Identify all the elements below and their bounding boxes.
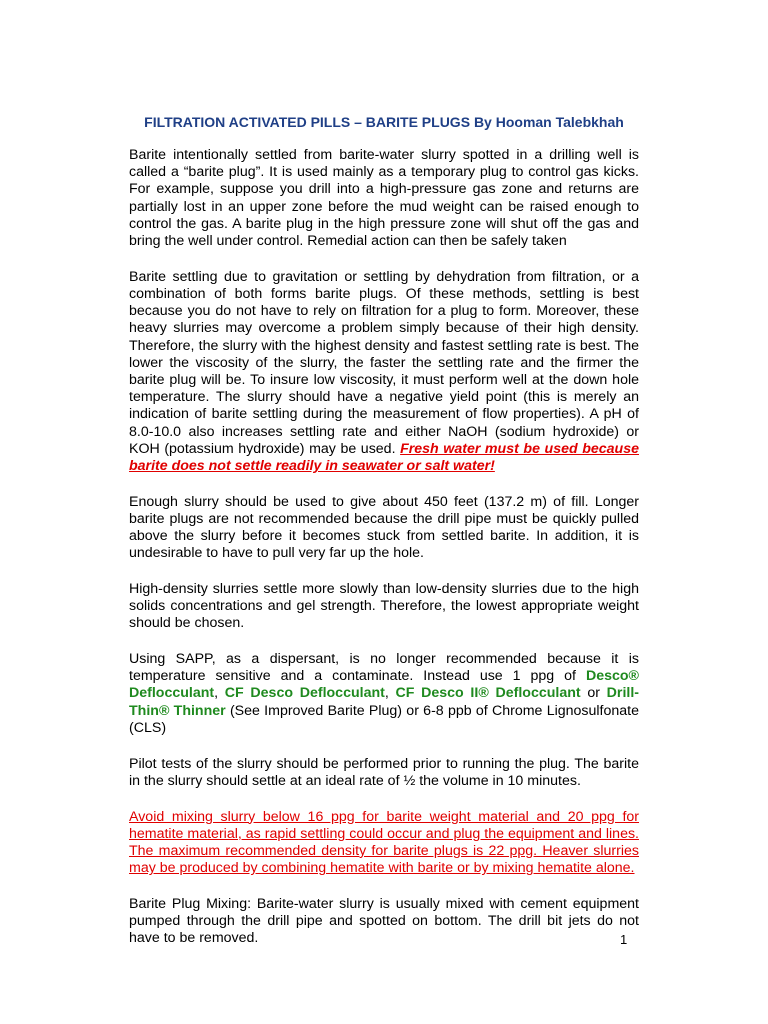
paragraph-pilot-tests: Pilot tests of the slurry should be performed prior to running the plug. The barite in the slurry should settle at an ideal rate of ½ the volume in 10 minutes. bbox=[129, 755, 639, 789]
paragraph-density-warning: Avoid mixing slurry below 16 ppg for barite weight material and 20 ppg for hematite material, as rapid settling could occur and plug the equipment and lines. The maximum recommended density for barite plugs is 22 ppg. Heaver slurries may be produced by combining hematite with barite or by mixing hematite alone. bbox=[129, 808, 639, 877]
product-cf-desco: CF Desco Deflocculant bbox=[224, 685, 385, 702]
fresh-water-warning-b: barite does not settle readily in seawater or salt water! bbox=[129, 457, 495, 474]
dispersant-or: or bbox=[580, 685, 607, 702]
document-title bbox=[129, 114, 639, 130]
paragraph-barite-plug-mixing: Barite Plug Mixing: Barite-water slurry is usually mixed with cement equipment pumped through the drill pipe and spotted on bottom. The drill bit jets do not have to be removed. bbox=[129, 895, 639, 947]
settling-text: Barite settling due to gravitation or settling by dehydration from filtration, or a combination of both forms barite plugs. Of these methods, settling is best because you do not have to rely on filtration for a plug to form. Moreover, these heavy slurries may overcome a problem simply because of their high density. Therefore, the slurry with the highest density and fastest settling rate is best. The lower the viscosity of the slurry, the faster the settling rate and the firmer the barite plug will be. To insure low viscosity, it must perform well at the down hole temperature. The slurry should have a negative yield point (this is merely an indication of barite settling during the measurement of flow properties). A pH of 8.0-10.0 also increases settling rate and either NaOH (sodium hydroxide) or KOH (potassium hydroxide) may be used. bbox=[129, 268, 639, 457]
paragraph-dispersants bbox=[129, 651, 639, 737]
product-drill-thin: Drill-Thin® Thinner bbox=[129, 685, 639, 719]
fresh-water-warning-a: Fresh water must be used because bbox=[400, 440, 639, 457]
title-byline: By Hooman Talebkhah bbox=[473, 114, 624, 130]
paragraph-slurry-volume: Enough slurry should be used to give about 450 feet (137.2 m) of fill. Longer barite plugs are not recommended because the drill pipe must be quickly pulled above the slurry before it becomes stuck from settled barite. In addition, it is undesirable to have to pull very far up the hole. bbox=[129, 493, 639, 562]
page-number: 1 bbox=[620, 932, 628, 947]
dispersant-comma-1: , bbox=[214, 685, 225, 702]
dispersant-comma-2: , bbox=[384, 685, 396, 702]
title-main: FILTRATION ACTIVATED PILLS – BARITE PLUGS bbox=[144, 114, 471, 130]
paragraph-barite-settling bbox=[129, 269, 639, 475]
paragraph-barite-plug-definition: Barite intentionally settled from barite-water slurry spotted in a drilling well is called a “barite plug”. It is used mainly as a temporary plug to control gas kicks. For example, suppose you drill into a high-pressure gas zone and returns are partially lost in an upper zone before the mud weight can be raised enough to control the gas. A barite plug in the high pressure zone will shut off the gas and bring the well under control. Remedial action can then be safely taken bbox=[129, 147, 639, 250]
product-cf-desco-ii: CF Desco II® Deflocculant bbox=[395, 685, 581, 702]
dispersant-text-b: (See Improved Barite Plug) or 6-8 ppb of Chrome Lignosulfonate (CLS) bbox=[129, 702, 639, 736]
dispersant-text-a: Using SAPP, as a dispersant, is no longer recommended because it is temperature sensitive and a contaminate. Instead use 1 ppg of bbox=[129, 651, 639, 685]
paragraph-high-density-slurries: High-density slurries settle more slowly than low-density slurries due to the high solids concentrations and gel strength. Therefore, the lowest appropriate weight should be chosen. bbox=[129, 580, 639, 632]
document-body bbox=[129, 114, 639, 966]
product-desco: Desco® Deflocculant bbox=[129, 668, 639, 702]
